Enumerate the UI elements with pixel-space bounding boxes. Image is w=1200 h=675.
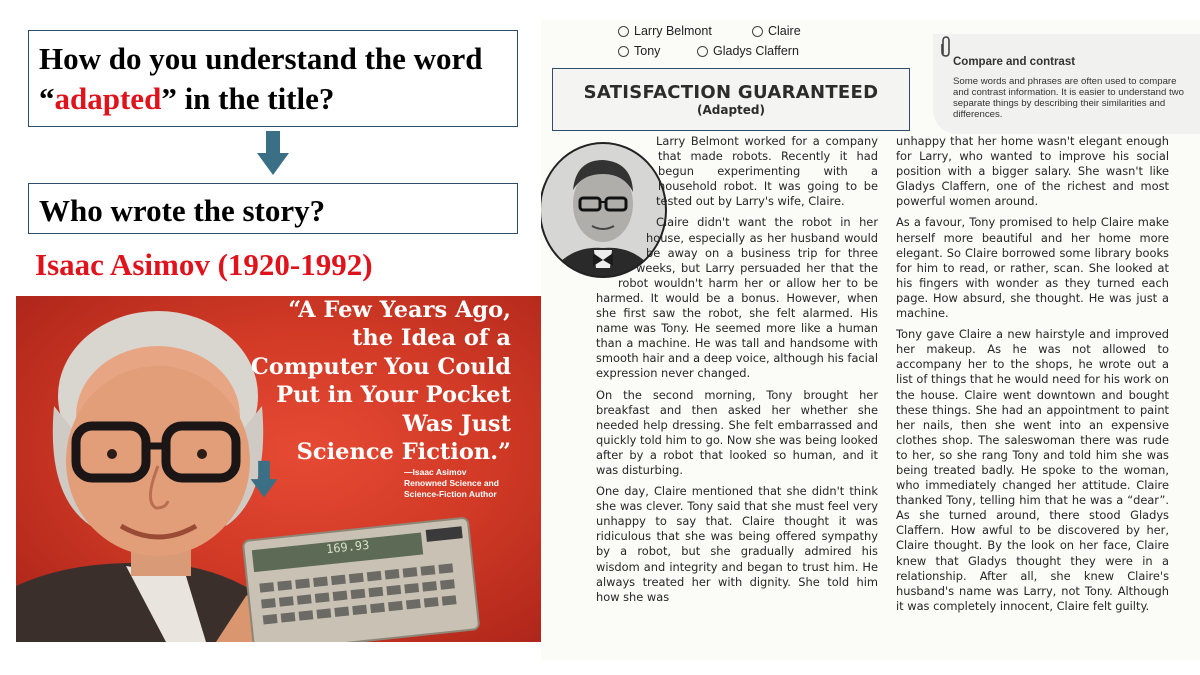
story-paragraph: As a favour, Tony promised to help Claire make herself more beautiful and her home more elegant. So Claire borrowed some library books for him to read, or rather, scan. She looked at his fingers with wonder as they turned each page. How absurd, she thought. He was just a machine. [896,215,1169,321]
story-page [541,20,1200,660]
compare-contrast-note [933,34,1200,134]
question-box-author [28,183,518,234]
story-subtitle: (Adapted) [697,103,765,117]
story-right-column [896,134,1169,620]
story-title: SATISFACTION GUARANTEED [583,82,879,103]
ad-signature-line: Renowned Science and [404,478,499,488]
ad-quote [241,296,511,466]
question-box-adapted [28,30,518,127]
note-title: Compare and contrast [953,56,1076,68]
ad-quote-line: “A Few Years Ago, [288,297,511,323]
ad-signature-line: —Isaac Asimov [404,467,467,477]
option-label: Larry Belmont [634,24,712,38]
story-paragraph: Tony gave Claire a new hairstyle and improved her makeup. As he was not allowed to accompany her to the shops, he wrote out a list of things that he would need for his work on the house. Claire went downtown and bought these things. She had an appointment to paint her nails, then she went into an expensive clothes shop. The saleswoman there was rude to her, so she rang Tony and told him she was being treated badly. He spoke to the woman, who immediately changed her attitude. Claire thanked Tony, telling him that he was a “dear”. As she turned around, there stood Gladys Claffern. How awful to be discovered by her, Claire thought. By the look on her face, Claire knew that Gladys thought they were in a relationship. After all, she knew Claire's husband's name was Larry, not Tony. Although it was completely innocent, Claire felt guilty. [896,327,1169,613]
option-label: Claire [768,24,801,38]
story-paragraph: On the second morning, Tony brought her breakfast and then asked her whether she needed help dressing. She felt embarrassed and quickly told him to go. Now she was being looked after by a robot that looked so human, and it was disturbing. [596,387,878,477]
story-title-box [552,68,910,131]
story-paragraph: Claire didn't want the robot in her house, especially as her husband would be away on a business trip for three weeks, but Larry persuaded her that the robot wouldn't harm her or allow her to be harmed. It would be a bonus. However, when she first saw the robot, she felt alarmed. His name was Tony. He seemed more like a human than a machine. He was tall and handsome with smooth hair and a deep voice, although his facial expression never changed. [596,215,878,381]
option-label: Tony [634,44,661,58]
question-text-part: ” in the title? [161,81,335,116]
question-text-part: How do you understand the word “ [39,41,483,116]
ad-quote-line: Put in Your Pocket [276,382,511,409]
paperclip-icon [939,36,953,58]
option-larry[interactable] [618,24,712,38]
author-answer: Isaac Asimov (1920-1992) [35,247,373,282]
radio-icon [618,46,629,57]
ad-quote-line: the Idea of a [352,325,511,352]
ad-signature [404,467,539,500]
option-tony[interactable] [618,44,660,58]
option-claire[interactable] [752,24,801,38]
down-arrow-icon [255,131,291,177]
option-label: Gladys Claffern [713,44,799,58]
story-left-column [596,134,878,611]
down-arrow-icon [249,460,279,500]
calculator-display: 169.93 [325,537,370,557]
ad-quote-line: Science Fiction.” [296,439,511,466]
story-paragraph: unhappy that her home wasn't elegant enough for Larry, who wanted to improve his social position with a bigger salary. She wasn't like Gladys Claffern, one of the richest and most powerful women around. [896,134,1169,209]
ad-signature-line: Science-Fiction Author [404,489,497,499]
question-author-text: Who wrote the story? [39,193,326,228]
question-adapted-text [39,39,507,119]
ad-quote-line: Was Just [402,410,511,437]
radio-icon [618,26,629,37]
story-paragraph: Larry Belmont worked for a company that made robots. Recently it had begun experimenting with a household robot. It was going to be tested out by Larry's wife, Claire. [656,134,878,209]
story-paragraph: One day, Claire mentioned that she didn't think she was clever. Tony said that she must feel very unhappy to say that. Claire thought it was ridiculous that she was being offered sympathy by a robot, but she gradually admired his wisdom and integrity and began to trust him. He always treated her with dignity. She told him how she was [596,484,878,604]
option-gladys[interactable] [697,44,799,58]
radio-icon [697,46,708,57]
highlight-word-adapted: adapted [54,81,162,116]
ad-quote-line: Computer You Could [250,353,511,380]
note-body: Some words and phrases are often used to compare and contrast information. It is easier to understand two separate things by describing their similarities and differences. [953,76,1184,120]
radio-icon [752,26,763,37]
